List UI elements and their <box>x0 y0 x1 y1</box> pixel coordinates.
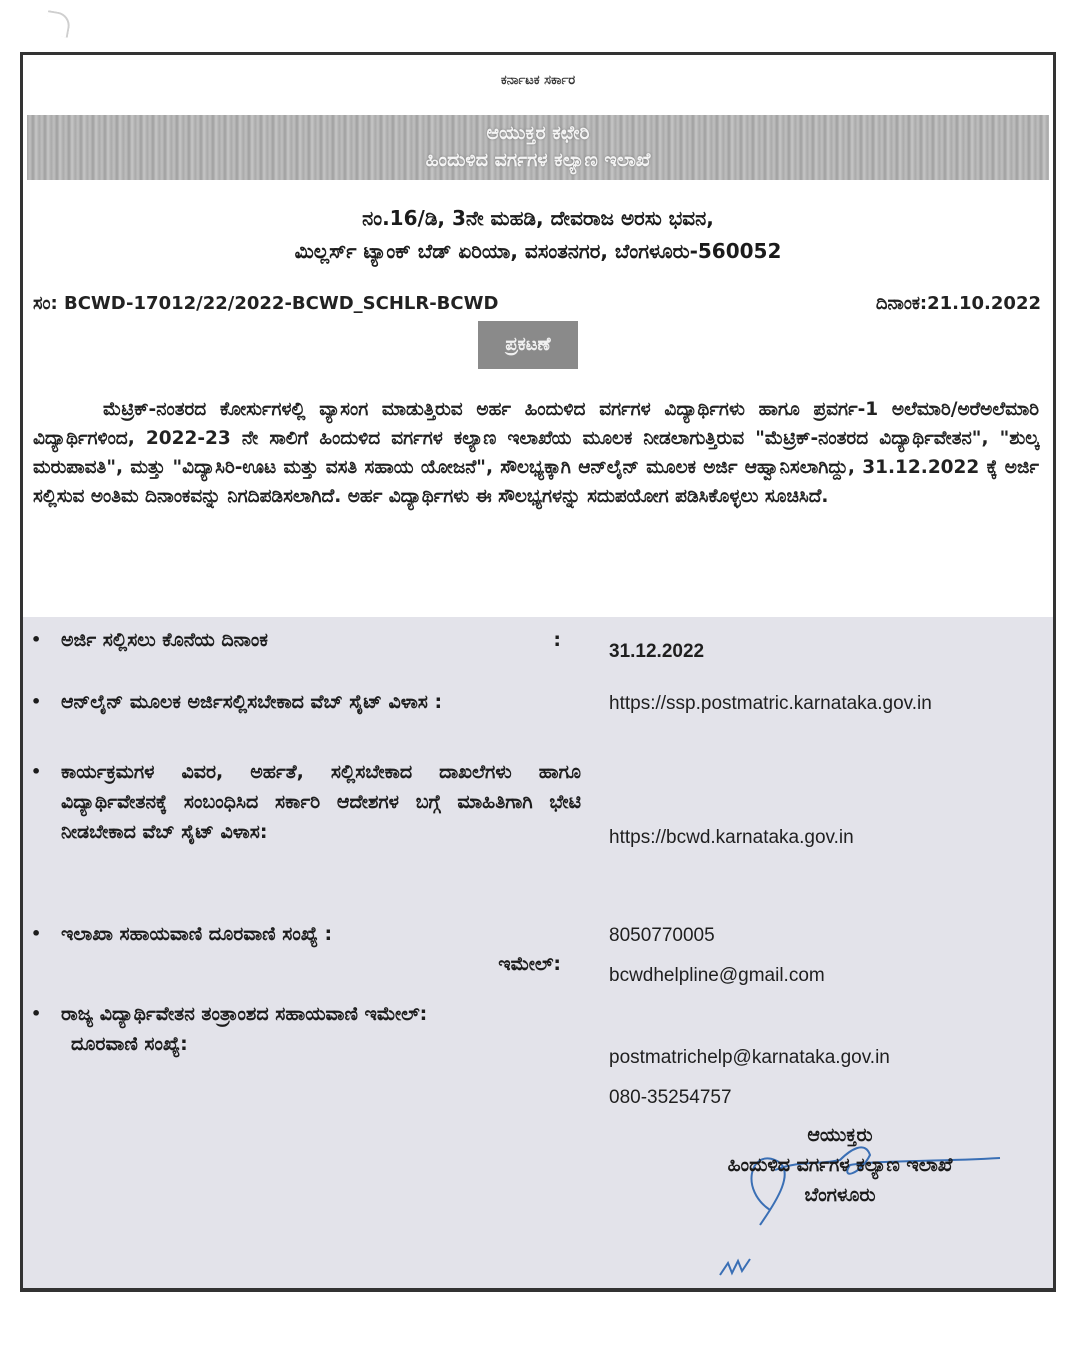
state-helpline-email[interactable]: postmatrichelp@karnataka.gov.in <box>609 1047 890 1068</box>
address-line-1: ನಂ.16/ಡಿ, 3ನೇ ಮಹಡಿ, ದೇವರಾಜ ಅರಸು ಭವನ, <box>362 206 714 230</box>
info-item-apply-website <box>31 687 541 717</box>
reference-date: ದಿನಾಂಕ:21.10.2022 <box>875 293 1041 314</box>
office-banner <box>27 115 1049 180</box>
apply-website-link[interactable]: https://ssp.postmatric.karnataka.gov.in <box>609 693 932 714</box>
info-label: ಕಾರ್ಯಕ್ರಮಗಳ ವಿವರ, ಅರ್ಹತೆ, ಸಲ್ಲಿಸಬೇಕಾದ ದಾಖಲೆಗಳು ಹಾಗೂ ವಿದ್ಯಾರ್ಥಿವೇತನಕ್ಕೆ ಸಂಬಂಧಿಸಿದ ಸರ್ಕಾರಿ ಆದೇಶಗಳ ಬಗ್ಗೆ ಮಾಹಿತಿಗಾಗಿ ಭೇಟಿ ನೀಡಬೇಕಾದ ವೆಬ್ ಸೈಟ್ ವಿಳಾಸ: <box>61 761 581 843</box>
notice-label: ಪ್ರಕಟಣೆ <box>478 321 578 369</box>
info-label: ಇಲಾಖಾ ಸಹಾಯವಾಣಿ ದೂರವಾಣಿ ಸಂಖ್ಯೆ : <box>61 923 333 945</box>
bullet-icon: • <box>31 762 42 781</box>
last-date-value: 31.12.2022 <box>609 641 705 662</box>
bullet-icon: • <box>31 630 42 649</box>
page-corner-mark <box>44 10 72 38</box>
reference-number: ಸಂ: BCWD-17012/22/2022-BCWD_SCHLR-BCWD <box>33 293 499 314</box>
government-name: ಕರ್ನಾಟಕ ಸರ್ಕಾರ <box>500 73 576 88</box>
signatory-department: ಹಿಂದುಳಿದ ವರ್ಗಗಳ ಕಲ್ಯಾಣ ಇಲಾಖೆ <box>727 1154 953 1176</box>
signatory-title: ಆಯುಕ್ತರು <box>807 1124 873 1146</box>
department-title: ಹಿಂದುಳಿದ ವರ್ಗಗಳ ಕಲ್ಯಾಣ ಇಲಾಖೆ <box>425 149 651 171</box>
signatory-city: ಬೆಂಗಳೂರು <box>804 1184 876 1206</box>
info-separator: : <box>553 629 561 651</box>
info-sublabel: ದೂರವಾಣಿ ಸಂಖ್ಯೆ: <box>71 1033 188 1055</box>
info-item-department-helpline <box>31 919 561 979</box>
office-address <box>23 202 1053 268</box>
address-line-2: ಮಿಲ್ಲರ್ಸ್ ಟ್ಯಾಂಕ್ ಬೆಡ್ ಏರಿಯಾ, ವಸಂತನಗರ, ಬೆಂಗಳೂರು-560052 <box>294 239 782 263</box>
signature-block <box>630 1120 1050 1210</box>
initial-mark <box>718 1255 758 1285</box>
bullet-icon: • <box>31 924 42 943</box>
info-label: ಅರ್ಜಿ ಸಲ್ಲಿಸಲು ಕೊನೆಯ ದಿನಾಂಕ <box>61 629 268 651</box>
bullet-icon: • <box>31 1004 42 1023</box>
info-item-state-helpline <box>31 999 461 1059</box>
info-item-last-date <box>31 625 561 655</box>
state-helpline-phone: 080-35254757 <box>609 1087 732 1108</box>
details-website-link[interactable]: https://bcwd.karnataka.gov.in <box>609 827 854 848</box>
bullet-icon: • <box>31 692 42 711</box>
reference-row <box>33 293 1041 314</box>
notice-document <box>20 52 1056 1292</box>
helpline-phone: 8050770005 <box>609 925 715 946</box>
info-label: ಆನ್‌ಲೈನ್ ಮೂಲಕ ಅರ್ಜಿಸಲ್ಲಿಸಬೇಕಾದ ವೆಬ್ ಸೈಟ್ ವಿಳಾಸ : <box>61 691 443 713</box>
helpline-email[interactable]: bcwdhelpline@gmail.com <box>609 965 825 986</box>
info-sublabel: ಇಮೇಲ್: <box>498 953 561 975</box>
info-item-details-website <box>31 757 581 847</box>
office-title: ಆಯುಕ್ತರ ಕಛೇರಿ <box>486 122 590 144</box>
body-paragraph: ಮೆಟ್ರಿಕ್-ನಂತರದ ಕೋರ್ಸುಗಳಲ್ಲಿ ವ್ಯಾಸಂಗ ಮಾಡುತ್ತಿರುವ ಅರ್ಹ ಹಿಂದುಳಿದ ವರ್ಗಗಳ ವಿದ್ಯಾರ್ಥಿಗಳು ಹಾಗೂ ಪ್ರವರ್ಗ-1 ಅಲೆಮಾರಿ/ಅರೆಅಲೆಮಾರಿ ವಿದ್ಯಾರ್ಥಿಗಳಿಂದ, 2022-23 ನೇ ಸಾಲಿಗೆ ಹಿಂದುಳಿದ ವರ್ಗಗಳ ಕಲ್ಯಾಣ ಇಲಾಖೆಯ ಮೂಲಕ ನೀಡಲಾಗುತ್ತಿರುವ "ಮೆಟ್ರಿಕ್-ನಂತರದ ವಿದ್ಯಾರ್ಥಿವೇತನ", "ಶುಲ್ಕ ಮರುಪಾವತಿ", ಮತ್ತು "ವಿದ್ಯಾಸಿರಿ-ಊಟ ಮತ್ತು ವಸತಿ ಸಹಾಯ ಯೋಜನೆ", ಸೌಲಭ್ಯಕ್ಕಾಗಿ ಆನ್‌ಲೈನ್ ಮೂಲಕ ಅರ್ಜಿ ಆಹ್ವಾನಿಸಲಾಗಿದ್ದು, 31.12.2022 ಕ್ಕೆ ಅರ್ಜಿ ಸಲ್ಲಿಸುವ ಅಂತಿಮ ದಿನಾಂಕವನ್ನು ನಿಗದಿಪಡಿಸಲಾಗಿದೆ. ಅರ್ಹ ವಿದ್ಯಾರ್ಥಿಗಳು ಈ ಸೌಲಭ್ಯಗಳನ್ನು ಸದುಪಯೋಗ ಪಡಿಸಿಕೊಳ್ಳಲು ಸೂಚಿಸಿದೆ. <box>33 399 1039 507</box>
info-label: ರಾಜ್ಯ ವಿದ್ಯಾರ್ಥಿವೇತನ ತಂತ್ರಾಂಶದ ಸಹಾಯವಾಣಿ ಇಮೇಲ್: <box>61 1003 428 1025</box>
